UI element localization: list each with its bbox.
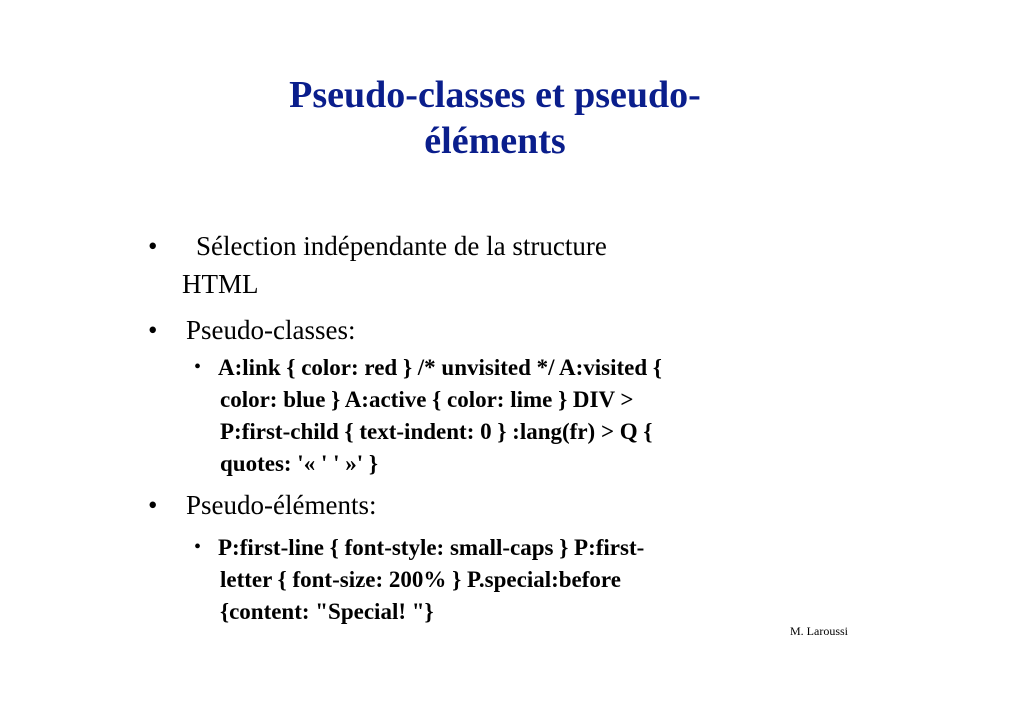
bullet-item-pseudo-classes (148, 312, 748, 348)
bullet-item-selection (148, 228, 748, 300)
code-line: {content: "Special! "} (220, 599, 434, 624)
code-line: P:first-line { font-style: small-caps } P:first- (218, 535, 645, 560)
sub-bullet-marker: • (194, 536, 202, 558)
code-line: color: blue } A:active { color: lime } DIV > (220, 387, 634, 412)
bullet-text-line-2: HTML (182, 269, 259, 299)
bullet-label: Pseudo-éléments: (186, 490, 377, 520)
bullet-label: Pseudo-classes: (186, 315, 356, 345)
bullet-marker: • (148, 315, 158, 345)
bullet-text-line-1: Sélection indépendante de la structure (196, 231, 607, 261)
code-line: P:first-child { text-indent: 0 } :lang(fr) > Q { (220, 419, 653, 444)
sub-bullet-pseudo-elements-code (194, 532, 814, 626)
code-line: quotes: '« ' ' »' } (220, 451, 378, 476)
sub-bullet-pseudo-classes-code (194, 352, 814, 476)
slide-title-line-1: Pseudo-classes et pseudo- (289, 74, 701, 116)
sub-bullet-marker: • (194, 356, 202, 378)
bullet-marker: • (148, 490, 158, 520)
code-line: A:link { color: red } /* unvisited */ A:visited { (218, 355, 662, 380)
footer-author: M. Laroussi (790, 624, 848, 638)
bullet-item-pseudo-elements (148, 487, 748, 523)
slide-title-line-2: éléments (424, 120, 566, 162)
code-line: letter { font-size: 200% } P.special:before (220, 567, 621, 592)
bullet-marker: • (148, 231, 158, 261)
